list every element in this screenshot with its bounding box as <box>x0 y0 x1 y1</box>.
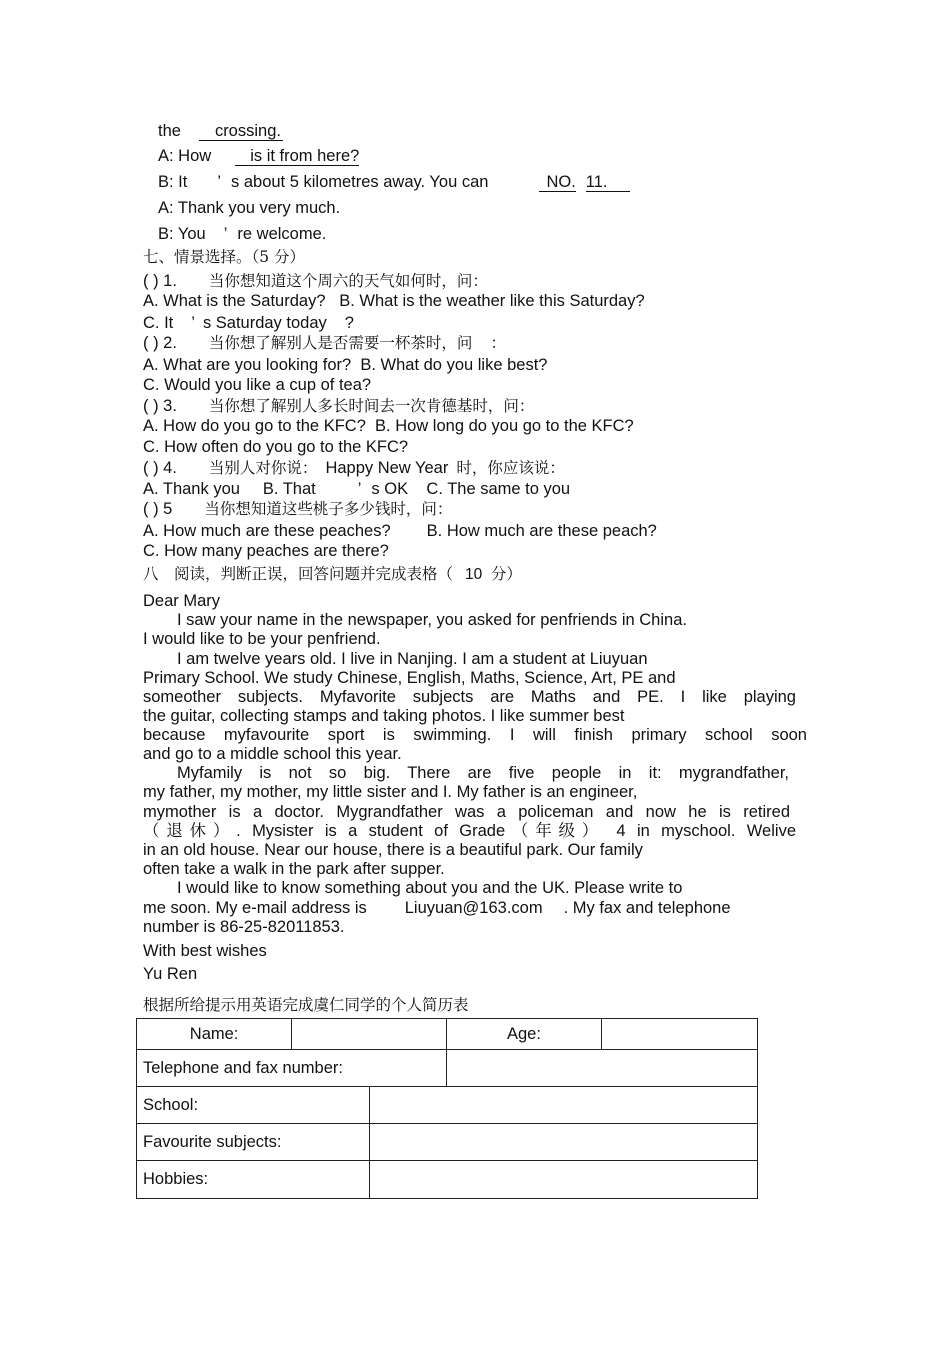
hobbies-label: Hobbies: <box>137 1161 370 1199</box>
question-1-options: A. What is the Saturday? B. What is the weather like this Saturday? <box>143 292 645 310</box>
table-row <box>137 1019 758 1050</box>
table-row <box>137 1124 758 1161</box>
section-8-heading: 八 阅读，判断正误，回答问题并完成表格（ 10 分） <box>143 565 522 583</box>
table-row <box>137 1161 758 1199</box>
telephone-label: Telephone and fax number: <box>137 1050 447 1087</box>
table-intro: 根据所给提示用英语完成虞仁同学的个人简历表 <box>143 996 469 1014</box>
letter-line: I am twelve years old. I live in Nanjing. I am a student at Liuyuan <box>177 650 648 668</box>
letter-line: I would like to be your penfriend. <box>143 630 381 648</box>
name-input[interactable] <box>292 1019 447 1050</box>
dialogue-line-4: A: Thank you very much. <box>158 199 341 217</box>
letter-line: and go to a middle school this year. <box>143 745 402 763</box>
favourite-subjects-input[interactable] <box>369 1124 757 1161</box>
question-2-option-c: C. Would you like a cup of tea? <box>143 376 372 394</box>
age-label: Age: <box>446 1019 601 1050</box>
dialogue-line-3: B: It ’ s about 5 kilometres away. You can NO. 11. <box>158 172 630 192</box>
letter-line: （退休）. Mysister is a student of Grade（年级） 4 in myschool. Welive <box>143 822 796 840</box>
letter-line: in an old house. Near our house, there is a beautiful park. Our family <box>143 841 643 859</box>
dialogue-line-5: B: You ’ re welcome. <box>158 225 327 243</box>
question-3-option-c: C. How often do you go to the KFC? <box>143 438 409 456</box>
question-3-options: A. How do you go to the KFC? B. How long do you go to the KFC? <box>143 417 634 435</box>
question-5-option-c: C. How many peaches are there? <box>143 542 389 560</box>
answer-blank: NO. <box>539 174 575 192</box>
section-7-heading: 七、情景选择。（5 分） <box>143 248 306 266</box>
letter-line: my father, my mother, my little sister and I. My father is an engineer, <box>143 783 638 801</box>
email-address: Liuyuan@163.com <box>404 899 543 917</box>
dialogue-line-1: the crossing. <box>158 122 281 140</box>
question-5: ( ) 5 当你想知道这些桃子多少钱时，问： <box>143 500 453 518</box>
letter-line: Primary School. We study Chinese, English, Maths, Science, Art, PE and <box>143 669 676 687</box>
letter-line: me soon. My e-mail address is Liuyuan@163.com . My fax and telephone <box>143 899 731 917</box>
favourite-subjects-label: Favourite subjects: <box>137 1124 370 1161</box>
resume-table <box>136 1018 758 1199</box>
letter-line: I would like to know something about you and the UK. Please write to <box>177 879 683 897</box>
dialogue-line-2: A: How is it from here? <box>158 147 360 165</box>
table-row <box>137 1087 758 1124</box>
letter-line: Myfamily is not so big. There are five people in it: mygrandfather, <box>177 764 789 782</box>
question-2: ( ) 2. 当你想了解别人是否需要一杯茶时，问 ： <box>143 334 506 352</box>
school-label: School: <box>137 1087 370 1124</box>
name-label: Name: <box>137 1019 292 1050</box>
letter-line: mymother is a doctor. Mygrandfather was a policeman and now he is retired <box>143 803 790 821</box>
question-1-option-c: C. It ’ s Saturday today ? <box>143 314 354 332</box>
hobbies-input[interactable] <box>369 1161 757 1199</box>
question-4: ( ) 4. 当别人对你说： Happy New Year 时，你应该说： <box>143 459 565 477</box>
question-1: ( ) 1. 当你想知道这个周六的天气如何时，问： <box>143 272 488 290</box>
answer-blank: crossing. <box>199 123 283 141</box>
question-2-options: A. What are you looking for? B. What do you like best? <box>143 356 548 374</box>
age-input[interactable] <box>602 1019 758 1050</box>
letter-line: the guitar, collecting stamps and taking photos. I like summer best <box>143 707 625 725</box>
letter-salutation: Dear Mary <box>143 592 221 610</box>
telephone-input[interactable] <box>446 1050 757 1087</box>
question-3: ( ) 3. 当你想了解别人多长时间去一次肯德基时，问： <box>143 397 535 415</box>
answer-blank: 11. <box>586 174 630 192</box>
table-row <box>137 1050 758 1087</box>
school-input[interactable] <box>369 1087 757 1124</box>
question-5-options: A. How much are these peaches? B. How much are these peach? <box>143 522 657 540</box>
letter-line: I saw your name in the newspaper, you asked for penfriends in China. <box>177 611 687 629</box>
letter-line: because myfavourite sport is swimming. I will finish primary school soon <box>143 726 807 744</box>
letter-line: someother subjects. Myfavorite subjects are Maths and PE. I like playing <box>143 688 796 706</box>
letter-line: often take a walk in the park after supper. <box>143 860 445 878</box>
answer-blank: is it from here? <box>235 148 359 166</box>
letter-line: number is 86-25-82011853. <box>143 918 345 936</box>
letter-closing: With best wishes <box>143 942 267 960</box>
letter-signature: Yu Ren <box>143 965 198 983</box>
question-4-options: A. Thank you B. That ’ s OK C. The same to you <box>143 480 571 498</box>
